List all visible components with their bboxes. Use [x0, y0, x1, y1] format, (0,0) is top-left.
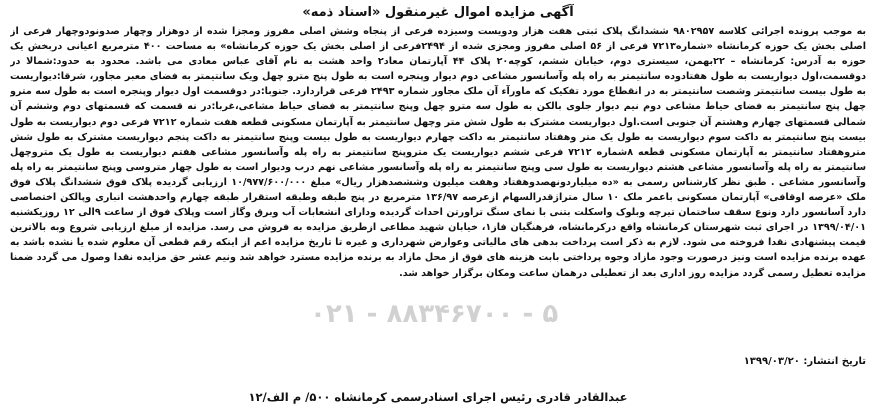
signature-text: عبدالقادر قادری رئیس اجرای اسنادرسمی کرمانشاه ۵۰۰/ م الف/۱۲ [248, 390, 628, 404]
notice-body: به موجب پرونده اجرائی کلاسه ۹۸۰۲۹۵۷ ششدانگ پلاک ثبتی هفت هزار ودویست وسیزده فرعی از پنجاه وشش اصلی مفروز ومجزا شده از دوهزار وچهار صدونودوچهار فرعی از اصلی بخش یک حوزه کرمانشاه «شماره۷۲۱۳ فرعی از ۵۶ اصلی مفروز ومجزی شده از ۲۴۹۴فرعی از اصلی بخش یک حوزه کرمانشاه» به مساحت ۴۰۰ مترمربع اعیانی دربخش یک حوزه به آدرس: کرمانشاه – ۲۲بهمن، سیستری دوم، خیابان ششم، کوچه۲۰ پلاک ۴۴ آپارتمان معاد۲ واحد هشت به نام آقای عباس معادی می باشد. محدود به حدود:شمالا در دوقسمت،اول دیواریست به طول هفتادوده سانتیمتر به راه پله وآسانسور مشاعی دوم دیوار وپنجره است به طول پنج مترو چهل ویک سانتیمتر به فضای معبر مجاور، شرقا:دیواریست به طول بیست سانتیمتر وشصت سانتیمتر به در انقطاع مورد تفکیک که ماورآء آن ملک مجاور شماره ۲۴۹۳ فرعی قراردارد. جنوبا:در دوقسمت اول دیوار وپنجره است به طول سه مترو چهل پنج سانتیمتر به فضای حیاط مشاعی دوم نیم دیوار جلوی بالکن به طول سه مترو چهل وپنج سانتیمتر به فضای حیاط مشاعی،غربا:در نه قسمت که قسمتهای دوم وششم آن شمالی قسمتهای چهارم وهشتم آن جنوبی است.اول دیواریست مشترک به طول شش متر وچهل سانتیمتر به آپارتمان مسکونی قطعه هفت شماره ۷۲۱۲ فرعی دوم دیواریست به طول بیست پنج سانتیمتر به داکت سوم دیواریست به طول یک متر وهفتاد سانتیمتر به داکت چهارم دیواریست به طول بیست وپنج سانتیمتر به داکت پنجم دیواریست مشترک به طول شش متروهفتاد سانتیمتر به آپارتمان مسکونی قطعه ۸شماره ۷۲۱۲ فرعی ششم دیواریست یک متروپنج سانتیمتر به راه پله وآسانسور مشاعی هفتم دیواریست به طول یک متروچهل سانتیمتر به راه پله وآسانسور مشاعی هشتم دیواریست به طول سی وپنج سانتیمتر به راه پله وآسانسور مشاعی نهم درب ودیوار است به طول چهار متروسی وپنج سانتیمتر به راه پله وآسانسور مشاعی . طبق نظر کارشناس رسمی به «ده میلیاردونهصدوهفتاد وهفت میلیون وششصدهزار ریال» مبلغ ۱۰/۹۷۷/۶۰۰/۰۰۰ ارزیابی گردیده پلاک فوق ششدانگ پلاک فوق ملک «عرصه اوقافی» آپارتمان مسکونی باعمر ملک ۱۰ سال متراژقدرالسهام ازعرصه ۱۳۶/۹۷ مترمربع در پنج طبقه وطبقه استقرار طبقه چهارم واحدهشت انباری وپالکن اختصاصی دارد آسانسور دارد ونوع سقف ساختمان تیرچه وبلوک واسکلت بتنی با نمای سنگ تراورتن احداث گردیده ودارای انشعابات آب وبرق وگاز است وپلاک فوق از ساعت ۹الی ۱۲ روزیکشنبه ۱۳۹۹/۰۴/۰۱ در اجرای ثبت شهرستان کرمانشاه واقع درکرمانشاه، فرهنگیان فاز۱، خیابان شهید مطاعی ازطریق مزایده به فروش می رسد. مزایده از مبلغ ارزیابی شروع وبه بالاترین قیمت پیشنهادی نقدا فروخته می شود. لازم به ذکر است پرداخت بدهی های مالیاتی وعوارض شهرداری و غیره تا تاریخ مزایده اعم از اینکه رقم قطعی آن معلوم شده یا نشده باشد به عهده برنده مزایده است ونیز درصورت وجود مازاد وجوه پرداختی بابت هزینه های فوق از محل مازاد به برنده مزایده مسترد خواهد شد ونیم عشر حق مزایده نقدا وصول می گردد ضمنا مزایده تعطیل رسمی گردد مزایده روز اداری بعد از تعطیلی درهمان ساعت ومکان برگزار خواهد شد. [10, 26, 866, 279]
signature-line [0, 387, 876, 407]
notice-title: آگهی مزایده اموال غیرمنقول «اسناد ذمه» [302, 5, 574, 20]
phone-watermark: ۰۲۱ - ۸۸۳۴۶۷۰۰ - ۵ [310, 299, 559, 329]
publication-date: تاریخ انتشار: ۱۳۹۹/۰۳/۲۰ [743, 356, 866, 367]
